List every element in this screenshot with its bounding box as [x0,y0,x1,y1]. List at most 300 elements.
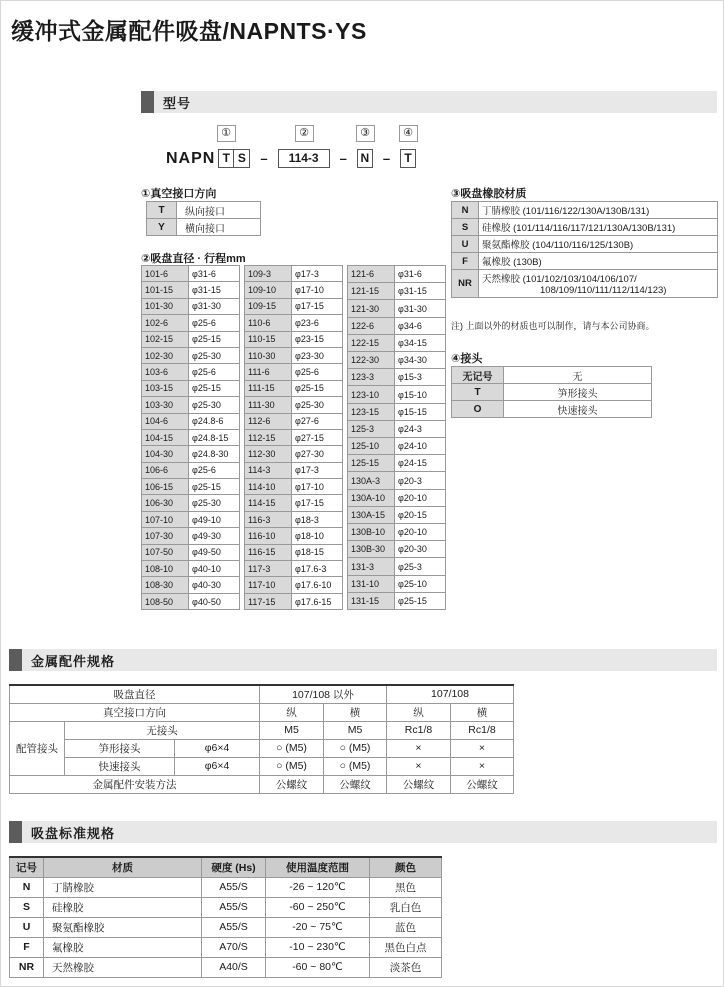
diameter-stroke-value: φ20-3 [395,472,446,489]
diameter-stroke-value: φ49-30 [189,528,240,544]
diameter-stroke-row [142,347,240,363]
barb-fitting-size: φ6×4 [175,739,260,757]
no-fitting-label: 无接头 [65,721,260,739]
diameter-stroke-row [348,592,446,609]
mount-method-label: 金属配件安装方法 [10,775,260,793]
diameter-stroke-row [245,544,343,560]
diameter-stroke-row [348,420,446,437]
port-code: T [147,202,177,219]
quick-fitting-value: × [387,757,451,775]
standard-spec-row [10,877,442,897]
spec-code: S [10,897,44,917]
rubber-material-row [452,253,718,270]
diameter-stroke-row [245,528,343,544]
diameter-stroke-value: φ17.6-10 [292,577,343,593]
diameter-stroke-row [142,282,240,298]
model-code: 117-10 [245,577,292,593]
diameter-stroke-row [142,446,240,462]
model-code: 131-15 [348,592,395,609]
mount-method-value: 公螺纹 [451,775,514,793]
diameter-stroke-row [142,544,240,560]
rubber-code: U [452,236,479,253]
spec-temp-range: -60 ~ 80℃ [266,957,370,977]
rubber-material-note: 注) 上面以外的材质也可以制作，请与本公司协商。 [451,321,655,331]
diameter-stroke-row [142,462,240,478]
diameter-stroke-value: φ27-15 [292,429,343,445]
diameter-stroke-value: φ31-30 [395,300,446,317]
diameter-stroke-value: φ17.6-15 [292,593,343,609]
rubber-material-table [451,201,718,298]
callout-4: ④ [399,125,418,142]
model-code: 110-6 [245,315,292,331]
model-code: 125-10 [348,438,395,455]
port-desc: 横向接口 [177,219,261,236]
model-code: 110-30 [245,347,292,363]
fitting-row [452,401,652,418]
model-code: 107-10 [142,511,189,527]
fitting-heading: ④接头 [451,353,483,365]
spec-material: 氟橡胶 [44,937,202,957]
diameter-stroke-row [245,282,343,298]
model-code: 101-6 [142,266,189,282]
model-box-port: T [218,149,234,168]
model-code: 106-30 [142,495,189,511]
diameter-stroke-row [245,331,343,347]
diameter-stroke-row [245,511,343,527]
diameter-stroke-row [142,495,240,511]
diameter-stroke-row [245,462,343,478]
diameter-stroke-row [245,593,343,609]
quick-fitting-size: φ6×4 [175,757,260,775]
spec-temp-range: -10 ~ 230℃ [266,937,370,957]
standard-spec-table [9,856,442,978]
diameter-stroke-value: φ23-6 [292,315,343,331]
port-direction-heading: ①真空接口方向 [141,188,217,200]
diameter-stroke-value: φ31-6 [395,266,446,283]
rubber-code: F [452,253,479,270]
spec-hardness: A55/S [202,897,266,917]
diameter-stroke-value: φ24-15 [395,455,446,472]
model-code: 111-30 [245,397,292,413]
barb-fitting-value: ○ (M5) [324,739,387,757]
model-box-type: S [234,149,250,168]
rubber-desc: 聚氨酯橡胶 (104/110/116/125/130B) [479,236,718,253]
diameter-stroke-value: φ25-15 [189,380,240,396]
model-code: 111-6 [245,364,292,380]
diameter-stroke-value: φ34-15 [395,334,446,351]
barb-fitting-value: × [387,739,451,757]
diameter-stroke-row [142,331,240,347]
mount-method-value: 公螺纹 [387,775,451,793]
spec-color: 淡茶色 [370,957,442,977]
diameter-stroke-value: φ25-6 [189,364,240,380]
diameter-stroke-value: φ25-15 [292,380,343,396]
spec-material: 硅橡胶 [44,897,202,917]
diameter-stroke-row [245,561,343,577]
model-code: 122-15 [348,334,395,351]
diameter-stroke-row [245,266,343,282]
no-fitting-value: M5 [324,721,387,739]
diameter-stroke-value: φ17-15 [292,495,343,511]
diameter-stroke-value: φ18-10 [292,528,343,544]
model-code: 117-15 [245,593,292,609]
diameter-stroke-value: φ24-3 [395,420,446,437]
quick-fitting-value: × [451,757,514,775]
diameter-stroke-row [245,413,343,429]
diameter-stroke-value: φ25-30 [189,397,240,413]
diameter-stroke-value: φ17.6-3 [292,561,343,577]
diameter-stroke-row [142,380,240,396]
diameter-stroke-value: φ18-3 [292,511,343,527]
diameter-stroke-row [348,438,446,455]
spec-hardness: A70/S [202,937,266,957]
model-code: 130A-15 [348,506,395,523]
diameter-stroke-value: φ17-10 [292,282,343,298]
diameter-stroke-row [245,479,343,495]
diameter-stroke-value: φ27-30 [292,446,343,462]
diameter-stroke-value: φ15-15 [395,403,446,420]
model-code: 121-6 [348,266,395,283]
diameter-stroke-row [245,315,343,331]
rubber-material-row [452,270,718,298]
diameter-stroke-row [142,364,240,380]
spec-code: U [10,917,44,937]
rubber-material-row [452,236,718,253]
diameter-stroke-value: φ31-15 [395,283,446,300]
diameter-stroke-row [348,266,446,283]
diameter-stroke-row [245,347,343,363]
diameter-stroke-row [348,283,446,300]
diameter-stroke-value: φ25-15 [189,479,240,495]
diameter-stroke-row [348,334,446,351]
diameter-stroke-row [142,315,240,331]
spec-material: 聚氨酯橡胶 [44,917,202,937]
spec-material: 丁腈橡胶 [44,877,202,897]
diameter-stroke-row [348,403,446,420]
diameter-stroke-value: φ17-15 [292,298,343,314]
diameter-stroke-table [141,265,240,610]
model-code: 116-10 [245,528,292,544]
diameter-stroke-row [348,506,446,523]
model-code: 111-15 [245,380,292,396]
fitting-desc: 快速接头 [504,401,652,418]
diameter-stroke-value: φ17-3 [292,266,343,282]
spec-code: NR [10,957,44,977]
model-box-material: N [357,149,373,168]
fitting-row [452,367,652,384]
model-dash: – [339,151,347,166]
model-code: 102-30 [142,347,189,363]
metal-spec-no-fitting-row [10,721,514,739]
model-code: 123-3 [348,369,395,386]
rubber-code: N [452,202,479,219]
diameter-stroke-value: φ23-15 [292,331,343,347]
diameter-stroke-row [142,479,240,495]
fitting-table [451,366,652,418]
diameter-stroke-row [348,472,446,489]
fitting-code: 无记号 [452,367,504,384]
diameter-stroke-value: φ20-15 [395,506,446,523]
standard-spec-body [10,877,442,977]
diameter-stroke-value: φ25-6 [189,462,240,478]
model-code: 103-6 [142,364,189,380]
model-code: 107-50 [142,544,189,560]
section-heading-model: 型号 [163,95,192,111]
port-col: 纵 [260,703,324,721]
standard-spec-header-row [10,857,442,877]
spec-hardness: A55/S [202,917,266,937]
model-code: 108-30 [142,577,189,593]
section-heading-metal-spec: 金属配件规格 [31,653,116,669]
spec-code: F [10,937,44,957]
header-temp-range: 使用温度范围 [266,857,370,877]
model-code: 109-10 [245,282,292,298]
fitting-desc: 无 [504,367,652,384]
diameter-stroke-value: φ31-6 [189,266,240,282]
model-code: 117-3 [245,561,292,577]
diameter-stroke-value: φ25-30 [189,495,240,511]
model-code: 114-15 [245,495,292,511]
diameter-stroke-value: φ24.8-6 [189,413,240,429]
section-band-standard-spec [9,821,717,843]
diameter-stroke-row [142,577,240,593]
diameter-stroke-table [244,265,343,610]
header-hardness: 硬度 (Hs) [202,857,266,877]
model-code: 130B-10 [348,524,395,541]
diameter-stroke-row [348,352,446,369]
diameter-stroke-value: φ49-50 [189,544,240,560]
spec-code: N [10,877,44,897]
diameter-stroke-row [245,380,343,396]
metal-spec-mount-row [10,775,514,793]
section-heading-standard-spec: 吸盘标准规格 [31,825,116,841]
model-code: 131-10 [348,575,395,592]
model-code: 112-15 [245,429,292,445]
diameter-stroke-row [348,369,446,386]
barb-fitting-value: ○ (M5) [260,739,324,757]
port-desc: 纵向接口 [177,202,261,219]
model-code: 122-30 [348,352,395,369]
diameter-stroke-value: φ27-6 [292,413,343,429]
rubber-code: S [452,219,479,236]
quick-fitting-value: ○ (M5) [324,757,387,775]
diameter-stroke-row [348,524,446,541]
model-code: 104-15 [142,429,189,445]
section-bullet-icon [141,91,154,113]
model-code: 106-15 [142,479,189,495]
model-code: 130A-10 [348,489,395,506]
diameter-stroke-row [348,575,446,592]
section-band-metal-spec [9,649,717,671]
model-code: 130A-3 [348,472,395,489]
diameter-stroke-row [142,298,240,314]
diameter-stroke-value: φ25-15 [189,331,240,347]
column-group-other: 107/108 以外 [260,685,387,703]
rubber-desc: 氟橡胶 (130B) [479,253,718,270]
diameter-stroke-value: φ25-30 [292,397,343,413]
diameter-stroke-row [348,300,446,317]
no-fitting-value: Rc1/8 [387,721,451,739]
model-box-fitting: T [400,149,416,168]
quick-fitting-label: 快速接头 [65,757,175,775]
model-code: 123-10 [348,386,395,403]
fitting-desc: 笋形接头 [504,384,652,401]
model-code: 131-3 [348,558,395,575]
diameter-stroke-value: φ24.8-30 [189,446,240,462]
model-code: 107-30 [142,528,189,544]
model-code: 122-6 [348,317,395,334]
diameter-stroke-row [142,593,240,609]
diameter-stroke-value: φ31-15 [189,282,240,298]
section-bullet-icon [9,649,22,671]
diameter-stroke-row [348,541,446,558]
model-box-size: 114-3 [278,149,330,168]
rubber-desc: 天然橡胶 (101/102/103/104/106/107/ 108/109/110/111/112/114/123) [479,270,718,298]
diameter-stroke-row [348,489,446,506]
diameter-stroke-tables [141,265,447,610]
diameter-stroke-value: φ31-30 [189,298,240,314]
rubber-material-heading: ③吸盘橡胶材质 [451,188,527,200]
diameter-stroke-value: φ25-10 [395,575,446,592]
diameter-stroke-value: φ25-6 [292,364,343,380]
diameter-stroke-value: φ20-10 [395,524,446,541]
fitting-code: T [452,384,504,401]
barb-fitting-label: 笋形接头 [65,739,175,757]
rubber-material-row [452,219,718,236]
callout-3: ③ [356,125,375,142]
fitting-row [452,384,652,401]
model-code: 104-6 [142,413,189,429]
diameter-stroke-row [142,397,240,413]
model-row [166,149,416,168]
diameter-stroke-value: φ40-10 [189,561,240,577]
diameter-stroke-row [348,558,446,575]
model-code: 121-15 [348,283,395,300]
metal-spec-barb-fitting-row [10,739,514,757]
spec-temp-range: -60 ~ 250℃ [266,897,370,917]
diameter-stroke-value: φ17-3 [292,462,343,478]
header-code: 记号 [10,857,44,877]
model-code: 116-15 [245,544,292,560]
spec-color: 蓝色 [370,917,442,937]
model-code: 114-10 [245,479,292,495]
port-direction-row [147,219,261,236]
spec-material: 天然橡胶 [44,957,202,977]
model-code: 130B-30 [348,541,395,558]
diameter-stroke-value: φ20-10 [395,489,446,506]
diameter-stroke-value: φ25-15 [395,592,446,609]
model-code: 112-30 [245,446,292,462]
standard-spec-row [10,917,442,937]
rubber-desc: 丁腈橡胶 (101/116/122/130A/130B/131) [479,202,718,219]
model-code: 108-50 [142,593,189,609]
diameter-stroke-row [348,386,446,403]
port-direction-table [146,201,261,236]
model-code: 104-30 [142,446,189,462]
rubber-code: NR [452,270,479,298]
diameter-stroke-value: φ49-10 [189,511,240,527]
model-code: 106-6 [142,462,189,478]
rubber-material-row [452,202,718,219]
port-col: 横 [451,703,514,721]
diameter-stroke-row [245,577,343,593]
diameter-stroke-value: φ40-50 [189,593,240,609]
diameter-stroke-table [347,265,446,610]
model-code: 109-15 [245,298,292,314]
spec-temp-range: -20 ~ 75℃ [266,917,370,937]
column-group-107-108: 107/108 [387,685,514,703]
diameter-stroke-row [142,528,240,544]
port-code: Y [147,219,177,236]
diameter-stroke-value: φ20-30 [395,541,446,558]
diameter-stroke-value: φ25-3 [395,558,446,575]
model-code: 109-3 [245,266,292,282]
standard-spec-row [10,897,442,917]
quick-fitting-value: ○ (M5) [260,757,324,775]
header-material: 材质 [44,857,202,877]
diameter-stroke-value: φ18-15 [292,544,343,560]
callout-2: ② [295,125,314,142]
diameter-header-label: 吸盘直径 [10,685,260,703]
diameter-stroke-value: φ34-6 [395,317,446,334]
diameter-stroke-row [142,266,240,282]
model-dash: – [260,151,268,166]
diameter-stroke-row [245,446,343,462]
model-code: 116-3 [245,511,292,527]
metal-spec-header-row [10,685,514,703]
model-code: 108-10 [142,561,189,577]
header-color: 颜色 [370,857,442,877]
mount-method-value: 公螺纹 [324,775,387,793]
model-code: 112-6 [245,413,292,429]
model-code: 121-30 [348,300,395,317]
pipe-fitting-group-label: 配管接头 [10,721,65,775]
diameter-stroke-value: φ15-3 [395,369,446,386]
metal-spec-port-row [10,703,514,721]
diameter-stroke-heading: ②吸盘直径 · 行程mm [141,253,246,265]
diameter-stroke-value: φ25-6 [189,315,240,331]
diameter-stroke-value: φ34-30 [395,352,446,369]
port-col: 纵 [387,703,451,721]
diameter-stroke-value: φ15-10 [395,386,446,403]
diameter-stroke-row [245,495,343,511]
model-code: 125-3 [348,420,395,437]
spec-hardness: A40/S [202,957,266,977]
no-fitting-value: M5 [260,721,324,739]
rubber-desc: 硅橡胶 (101/114/116/117/121/130A/130B/131) [479,219,718,236]
diameter-stroke-value: φ25-30 [189,347,240,363]
page-title: 缓冲式金属配件吸盘/NAPNTS·YS [11,18,367,44]
diameter-stroke-value: φ23-30 [292,347,343,363]
fitting-code: O [452,401,504,418]
model-prefix: NAPN [166,149,216,167]
model-code: 103-30 [142,397,189,413]
model-code: 125-15 [348,455,395,472]
diameter-stroke-row [142,413,240,429]
section-bullet-icon [9,821,22,843]
model-code: 101-15 [142,282,189,298]
spec-color: 黑色 [370,877,442,897]
spec-color: 黑色白点 [370,937,442,957]
model-code: 114-3 [245,462,292,478]
standard-spec-row [10,937,442,957]
model-code: 102-6 [142,315,189,331]
spec-color: 乳白色 [370,897,442,917]
standard-spec-row [10,957,442,977]
diameter-stroke-row [245,397,343,413]
section-band-model [141,91,717,113]
diameter-stroke-row [348,317,446,334]
